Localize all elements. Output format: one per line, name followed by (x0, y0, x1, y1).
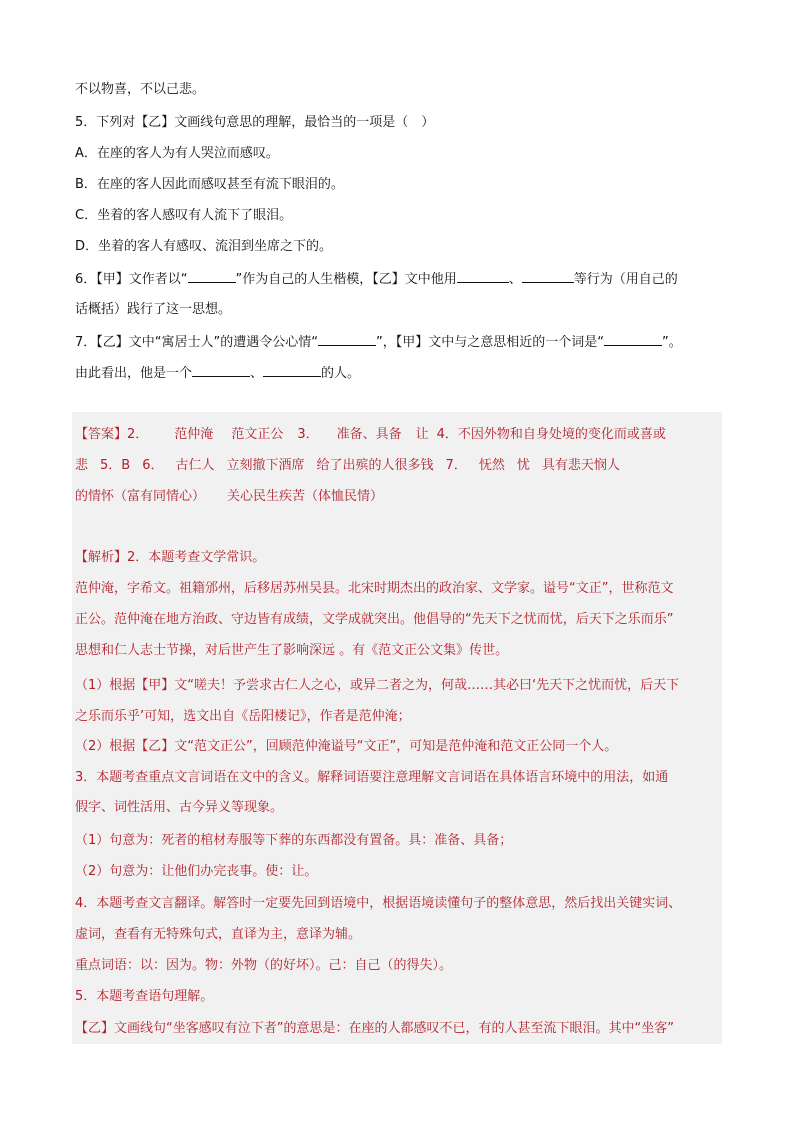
q7-text-4: 由此看出，他是一个 (75, 366, 193, 381)
analysis-line: （1）句意为：死者的棺材寿服等下葬的东西都没有置备。具：准备、具备； (75, 833, 513, 848)
answer-item: 立刻撤下酒席 (226, 458, 305, 473)
answer-item: 古仁人 (175, 458, 215, 473)
q6-text-1: 6．【甲】文作者以“ (75, 272, 188, 287)
analysis-line: 3．本题考查重点文言词语在文中的含义。解释词语要注意理解文言词语在具体语言环境中的用法，如通 (75, 770, 669, 785)
answer-item: 忧 (516, 458, 530, 473)
answer-item: 7． (445, 458, 467, 473)
analysis-line: 思想和仁人志士节操，对后世产生了影响深远 。有《范文正公文集》传世。 (75, 643, 509, 658)
q7-blank-2[interactable] (604, 333, 662, 346)
analysis-line: （2）句意为：让他们办完丧事。使：让。 (75, 864, 318, 879)
answer-item: 6． (142, 458, 164, 473)
analysis-text: 2．本题考查文学常识。 (127, 550, 266, 565)
analysis-line: 【乙】文画线句“坐客感叹有泣下者”的意思是：在座的人都感叹不已，有的人甚至流下眼泪。其中“坐客” (75, 1021, 674, 1036)
carry-over-line: 不以物喜，不以己悲。 (75, 82, 206, 97)
answer-item: 关心民生疾苦（体恤民情） (227, 489, 384, 504)
answer-item: 范仲淹 (174, 427, 214, 442)
q6-text-2: ”作为自己的人生楷模，【乙】文中他用 (235, 272, 457, 287)
answer-item: 让 (415, 427, 429, 442)
option-a: A．在座的客人为有人哭泣而感叹。 (75, 146, 279, 161)
q6-blank-1[interactable] (188, 270, 236, 283)
analysis-line: （1）根据【甲】文“嗟夫！予尝求古仁人之心，或异二者之为，何哉……其必曰‘先天下之忧而忧，后天下 (75, 678, 680, 693)
q6-text-3: 、 (508, 272, 522, 287)
analysis-line: 重点词语：以：因为。物：外物（的好坏）。己：自己（的得失）。 (75, 958, 453, 973)
answer-line-2 (75, 457, 620, 475)
option-b: B．在座的客人因此而感叹甚至有流下眼泪的。 (75, 177, 344, 192)
answer-analysis-panel (72, 412, 722, 1044)
question-7-line-1 (75, 333, 682, 352)
answer-item: 给了出殡的人很多钱 (316, 458, 434, 473)
answer-item: 2． (127, 427, 149, 442)
answer-item: 3． (297, 427, 319, 442)
q7-blank-1[interactable] (318, 333, 376, 346)
analysis-label: 【解析】 (75, 550, 128, 565)
answer-item: 怃然 (478, 458, 505, 473)
analysis-line: 假字、词性活用、古今异义等现象。 (75, 800, 284, 815)
q7-blank-4[interactable] (263, 364, 321, 377)
answer-item: 范文正公 (231, 427, 284, 442)
question-5-stem: 5．下列对【乙】文画线句意思的理解，最恰当的一项是（ ） (75, 115, 435, 130)
q7-text-6: 的人。 (321, 366, 361, 381)
question-7-line-2 (75, 364, 360, 383)
answer-item: 具有悲天悯人 (541, 458, 620, 473)
q7-text-3: ”。 (661, 335, 682, 350)
question-6-line-2: 话概括）践行了这一思想。 (75, 302, 232, 317)
analysis-line: 范仲淹，字希文。祖籍邠州，后移居苏州吴县。北宋时期杰出的政治家、文学家。谥号“文正”，世称范文 (75, 581, 674, 596)
analysis-line: （2）根据【乙】文“范文正公”，回顾范仲淹谥号“文正”，可知是范仲淹和范文正公同一个人。 (75, 739, 618, 754)
q6-blank-2[interactable] (457, 270, 509, 283)
answer-label: 【答案】 (75, 427, 128, 442)
analysis-line: 虚词，查看有无特殊句式，直译为主，意译为辅。 (75, 927, 362, 942)
q7-text-1: 7．【乙】文中“寓居士人”的遭遇令公心情“ (75, 335, 318, 350)
analysis-line: 正公。范仲淹在地方治政、守边皆有成绩，文学成就突出。他倡导的“先天下之忧而忧，后天下之乐而乐” (75, 612, 674, 627)
q7-blank-3[interactable] (192, 364, 250, 377)
question-6-line-1 (75, 270, 678, 289)
option-c: C．坐着的客人感叹有人流下了眼泪。 (75, 208, 293, 223)
q7-text-2: ”，【甲】文中与之意思相近的一个词是“ (375, 335, 604, 350)
analysis-line: 之乐而乐乎’可知，选文出自《岳阳楼记》，作者是范仲淹； (75, 709, 411, 724)
answer-item: 5．B (100, 458, 131, 473)
answer-item: 4．不因外物和自身处境的变化而或喜或 (436, 427, 666, 442)
answer-line-3 (75, 488, 383, 506)
option-d: D．坐着的客人有感叹、流泪到坐席之下的。 (75, 239, 333, 254)
q7-text-5: 、 (250, 366, 264, 381)
answer-item: 准备、具备 (336, 427, 402, 442)
analysis-line: 4．本题考查文言翻译。解答时一定要先回到语境中，根据语境读懂句子的整体意思，然后找出关键实词、 (75, 896, 682, 911)
answer-line-1 (75, 426, 666, 444)
answer-item: 的情怀（富有同情心） (75, 489, 206, 504)
q6-blank-3[interactable] (522, 270, 574, 283)
analysis-line-1 (75, 549, 265, 567)
answer-item: 悲 (75, 458, 89, 473)
analysis-line: 5．本题考查语句理解。 (75, 989, 214, 1004)
q6-text-4: 等行为（用自己的 (573, 272, 678, 287)
